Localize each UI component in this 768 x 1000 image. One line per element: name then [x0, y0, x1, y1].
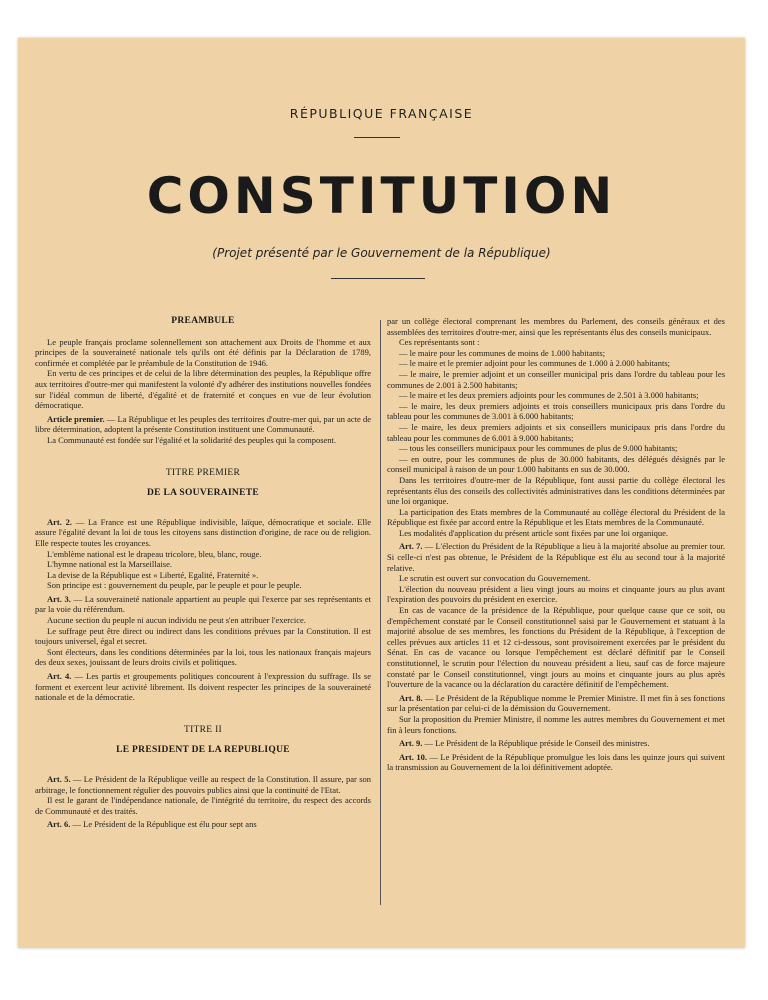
article-label: Art. 7. [399, 541, 423, 552]
list-item: — le maire pour les communes de moins de 1.000 habitants; [399, 347, 606, 358]
column-divider [380, 320, 381, 905]
article-9: Art. 9. — Le Président de la République préside le Conseil des ministres. [399, 738, 650, 749]
titre-name: LE PRESIDENT DE LA REPUBLIQUE [116, 745, 290, 756]
preambule-heading: PREAMBULE [171, 316, 235, 326]
article-paragraph: Il est le garant de l'indépendance nationale, de l'intégrité du territoire, du respect des accords de Communauté et des traités. [35, 795, 371, 816]
list-item: — le maire, les deux premiers adjoints et six conseillers municipaux pris dans l'ordre du tableau pour les communes de 6.001 à 9.000 habitants; [387, 421, 725, 443]
list-item: — le maire, le premier adjoint et un conseiller municipal pris dans l'ordre du tableau pour les communes de 2.001 à 2.500 habitants; [387, 368, 725, 390]
article-label: Art. 5. [47, 774, 71, 784]
article-1: Article premier. — La République et les peuples des territoires d'outre-mer qui, par un acte de libre détermination, adoptent la présente Constitution instituent une Communauté. [35, 413, 371, 435]
list-item: — en outre, pour les communes de plus de 30.000 habitants, des délégués désignés par le conseil municipal à raison de un pour 1.000 habitants en sus de 30.000. [387, 453, 725, 475]
document-subtitle: (Projet présenté par le Gouvernement de la République) [212, 246, 551, 260]
article-label: Art. 10. [399, 751, 427, 762]
article-paragraph: Sont électeurs, dans les conditions déterminées par la loi, tous les nationaux français majeurs des deux sexes, jouissant de leurs droits civils et politiques. [35, 646, 371, 668]
right-column [387, 316, 725, 906]
article-6: Art. 6. — Le Président de la République est élu pour sept ans [47, 819, 257, 830]
article-paragraph: La devise de la République est « Liberté, Egalité, Fraternité ». [47, 569, 259, 580]
preambule-paragraph: En vertu de ces principes et de celui de la libre détermination des peuples, la République offre aux territoires d'outre-mer qui manifestent la volonté d'y adhérer des institutions nouvelles fondées sur l'idéal commun de liberté, d'égalité et de fraternité et conçues en vue de leur évolution démocratique. [35, 368, 371, 411]
list-item: — le maire, les deux premiers adjoints et trois conseillers municipaux pris dans l'ordre du tableau pour les communes de 3.001 à 6.000 habitants; [387, 400, 725, 422]
article-2: Art. 2. — La France est une République indivisible, laïque, démocratique et sociale. Elle assure l'égalité devant la loi de tous les citoyens sans distinction d'origine, de race ou de religion. Elle respecte toutes les croyances. [35, 516, 371, 548]
list-item: — tous les conseillers municipaux pour les communes de plus de 9.000 habitants; [399, 443, 678, 454]
list-item: — le maire et les deux premiers adjoints pour les communes de 2.501 à 3.000 habitants; [399, 390, 699, 401]
titre-heading: TITRE PREMIER [165, 467, 241, 478]
republic-heading: RÉPUBLIQUE FRANÇAISE [289, 106, 474, 121]
header-rule-top [354, 137, 400, 138]
article-paragraph: Les modalités d'application du présent article sont fixées par une loi organique. [399, 527, 669, 538]
list-item: — le maire et le premier adjoint pour les communes de 1.000 à 2.000 habitants; [399, 358, 670, 369]
article-3: Art. 3. — La souveraineté nationale appartient au peuple qui l'exerce par ses représentants et par la voie du référendum. [35, 593, 371, 615]
article-paragraph: par un collège électoral comprenant les membres du Parlement, des conseils généraux et des assemblées des territoires d'outre-mer, ainsi que les représentants élus des conseils municipaux. [387, 316, 725, 337]
article-paragraph: L'élection du nouveau président a lieu vingt jours au moins et cinquante jours au plus avant l'expiration des pouvoirs du président en exercice. [387, 583, 725, 605]
article-label: Art. 4. [47, 671, 72, 682]
left-column [35, 316, 371, 906]
document-page [18, 38, 745, 948]
article-paragraph: Le suffrage peut être direct ou indirect dans les conditions prévues par la Constitution. Il est toujours universel, égal et secret. [35, 625, 371, 647]
article-paragraph: La participation des Etats membres de la Communauté au collège électoral du Président de la République est fixée par accord entre la République et les Etats membres de la Communauté. [387, 506, 725, 528]
document-title: CONSTITUTION [146, 167, 617, 225]
article-label: Art. 3. [47, 593, 71, 604]
article-4: Art. 4. — Les partis et groupements politiques concourent à l'expression du suffrage. Ils se forment et exercent leur activité librement. Ils doivent respecter les principes de la souveraineté nationale et de la démocratie. [35, 671, 371, 703]
article-paragraph: L'emblème national est le drapeau tricolore, bleu, blanc, rouge. [47, 548, 262, 559]
header-rule-bottom [331, 278, 425, 279]
article-10: Art. 10. — Le Président de la République promulgue les lois dans les quinze jours qui suivent la transmission au Gouvernement de la loi définitivement adoptée. [387, 751, 725, 773]
article-paragraph: Le scrutin est ouvert sur convocation du Gouvernement. [399, 573, 591, 584]
article-7: Art. 7. — L'élection du Président de la République a lieu à la majorité absolue au premier tour. Si celle-ci n'est pas obtenue, le Président de la République est élu au second tour à la majorité relative. [387, 541, 725, 573]
titre-name: DE LA SOUVERAINETE [146, 488, 260, 499]
article-5: Art. 5. — Le Président de la République veille au respect de la Constitution. Il assure, par son arbitrage, le fonctionnement régulier des pouvoirs publics ainsi que la continuité de l'Etat. [35, 774, 371, 795]
article-label: Art. 2. [47, 516, 72, 527]
article-paragraph: Sur la proposition du Premier Ministre, il nomme les autres membres du Gouvernement et met fin à leurs fonctions. [387, 713, 725, 735]
preambule-paragraph: Le peuple français proclame solennellement son attachement aux Droits de l'homme et aux principes de la souveraineté nationale tels qu'ils ont été définis par la Déclaration de 1789, confirmée et complétée par le préambule de la Constitution de 1946. [35, 336, 371, 368]
article-8: Art. 8. — Le Président de la République nomme le Premier Ministre. Il met fin à ses fonctions sur la présentation par celui-ci de la démission du Gouvernement. [387, 692, 725, 714]
titre-heading: TITRE II [183, 724, 222, 735]
article-paragraph: Ces représentants sont : [399, 337, 480, 348]
article-label: Art. 6. [47, 819, 71, 830]
article-label: Art. 9. [399, 738, 423, 749]
article-paragraph: En cas de vacance de la présidence de la République, pour quelque cause que ce soit, ou d'empêchement constaté par le Conseil constitutionnel saisi par le Gouvernement et statuant à la majorité absolue de ses membres, les fonctions du Président de la République, à l'exception de celles prévues aux articles 11 et 12 ci-dessous, sont provisoirement exercées par le président du Sénat. En cas de vacance ou lorsque l'empêchement est déclaré définitif par le Conseil constitutionnel, le scrutin pour l'élection du nouveau président a lieu, sauf cas de force majeure constaté par le Conseil constitutionnel, vingt jours au moins et cinquante jours au plus après l'ouverture de la vacance ou la déclaration du caractère définitif de l'empêchement. [387, 605, 725, 690]
article-label: Article premier. [47, 413, 105, 424]
article-paragraph: La Communauté est fondée sur l'égalité et la solidarité des peuples qui la composent. [47, 434, 337, 445]
article-paragraph: Son principe est : gouvernement du peuple, par le peuple et pour le peuple. [47, 580, 302, 591]
article-paragraph: Aucune section du peuple ni aucun individu ne peut s'en attribuer l'exercice. [47, 615, 306, 626]
article-paragraph: Dans les territoires d'outre-mer de la République, font aussi partie du collège électoral les représentants élus des conseils des collectivités administratives dans les conditions déterminées par une loi organique. [387, 474, 725, 507]
article-label: Art. 8. [399, 692, 423, 703]
article-paragraph: L'hymne national est la Marseillaise. [47, 559, 172, 570]
